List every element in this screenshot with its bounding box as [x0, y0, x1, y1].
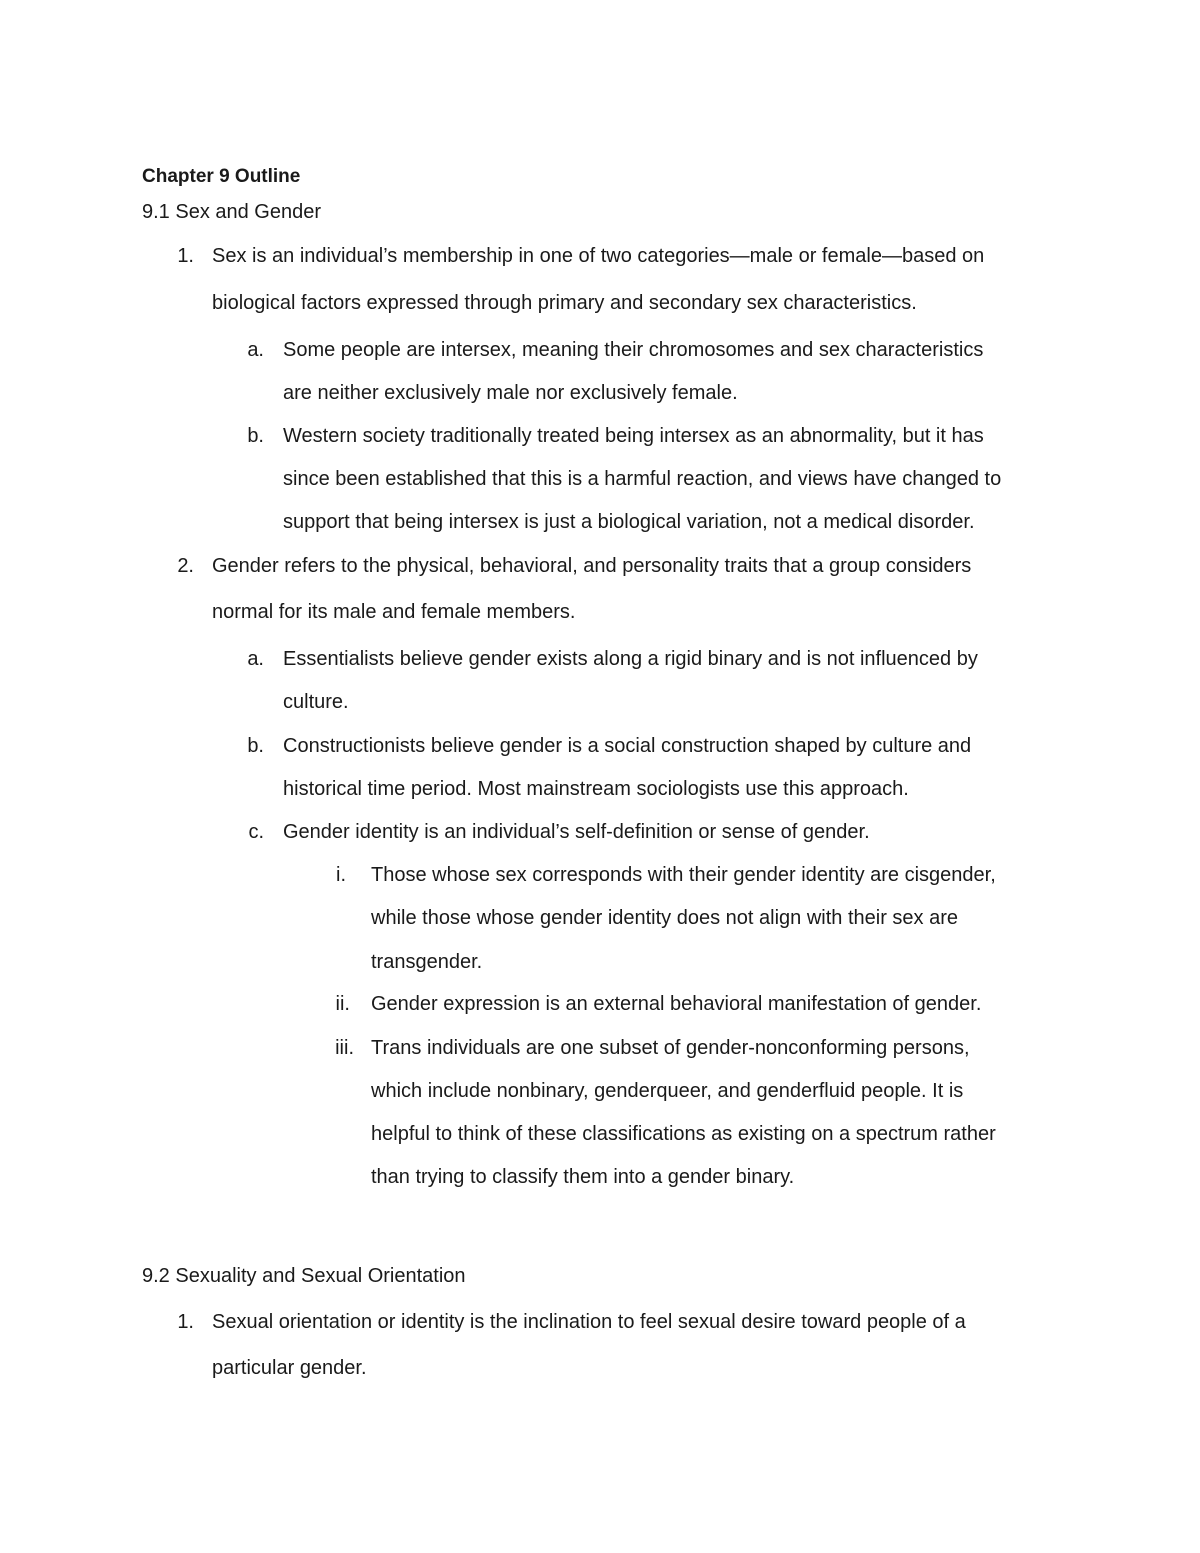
list-marker: b. — [247, 735, 264, 757]
section-heading: 9.2 Sexuality and Sexual Orientation — [142, 1265, 466, 1287]
list-item-text: while those whose gender identity does not align with their sex are — [371, 907, 959, 929]
list-item-text: Those whose sex corresponds with their gender identity are cisgender, — [371, 864, 996, 886]
list-marker: iii. — [335, 1037, 354, 1059]
list-item-text: Gender expression is an external behavioral manifestation of gender. — [371, 993, 982, 1015]
list-marker: a. — [247, 339, 264, 361]
list-item-text: are neither exclusively male nor exclusively female. — [283, 382, 738, 404]
list-marker: c. — [248, 821, 264, 843]
list-item-text: Gender identity is an individual’s self-definition or sense of gender. — [283, 821, 870, 843]
list-item-text: helpful to think of these classifications as existing on a spectrum rather — [371, 1123, 996, 1145]
list-item-text: Gender refers to the physical, behavioral, and personality traits that a group considers — [212, 555, 972, 577]
list-marker: 1. — [177, 245, 194, 267]
list-marker: ii. — [335, 993, 350, 1015]
list-item-text: since been established that this is a harmful reaction, and views have changed to — [283, 468, 1002, 490]
list-marker: a. — [247, 648, 264, 670]
list-marker: 2. — [177, 555, 194, 577]
list-item-text: Essentialists believe gender exists along a rigid binary and is not influenced by — [283, 648, 978, 670]
list-item-text: biological factors expressed through primary and secondary sex characteristics. — [212, 292, 917, 314]
list-item-text: than trying to classify them into a gender binary. — [371, 1166, 795, 1188]
list-item-text: transgender. — [371, 951, 483, 973]
list-marker: 1. — [177, 1311, 194, 1333]
list-item-text: historical time period. Most mainstream sociologists use this approach. — [283, 778, 909, 800]
document-title: Chapter 9 Outline — [142, 166, 301, 187]
list-item-text: Some people are intersex, meaning their chromosomes and sex characteristics — [283, 339, 984, 361]
list-marker: b. — [247, 425, 264, 447]
section-heading: 9.1 Sex and Gender — [142, 201, 322, 223]
list-item-text: Sex is an individual’s membership in one of two categories—male or female—based on — [212, 245, 985, 267]
list-item-text: particular gender. — [212, 1357, 367, 1379]
list-item-text: which include nonbinary, genderqueer, and genderfluid people. It is — [371, 1080, 964, 1102]
list-item-text: Constructionists believe gender is a social construction shaped by culture and — [283, 735, 972, 757]
list-marker: i. — [336, 864, 346, 886]
list-item-text: culture. — [283, 691, 349, 713]
list-item-text: Sexual orientation or identity is the inclination to feel sexual desire toward people of a — [212, 1311, 966, 1333]
list-item-text: Trans individuals are one subset of gender-nonconforming persons, — [371, 1037, 970, 1059]
list-item-text: normal for its male and female members. — [212, 601, 576, 623]
list-item-text: Western society traditionally treated being intersex as an abnormality, but it has — [283, 425, 984, 447]
list-item-text: support that being intersex is just a biological variation, not a medical disorder. — [283, 511, 975, 533]
